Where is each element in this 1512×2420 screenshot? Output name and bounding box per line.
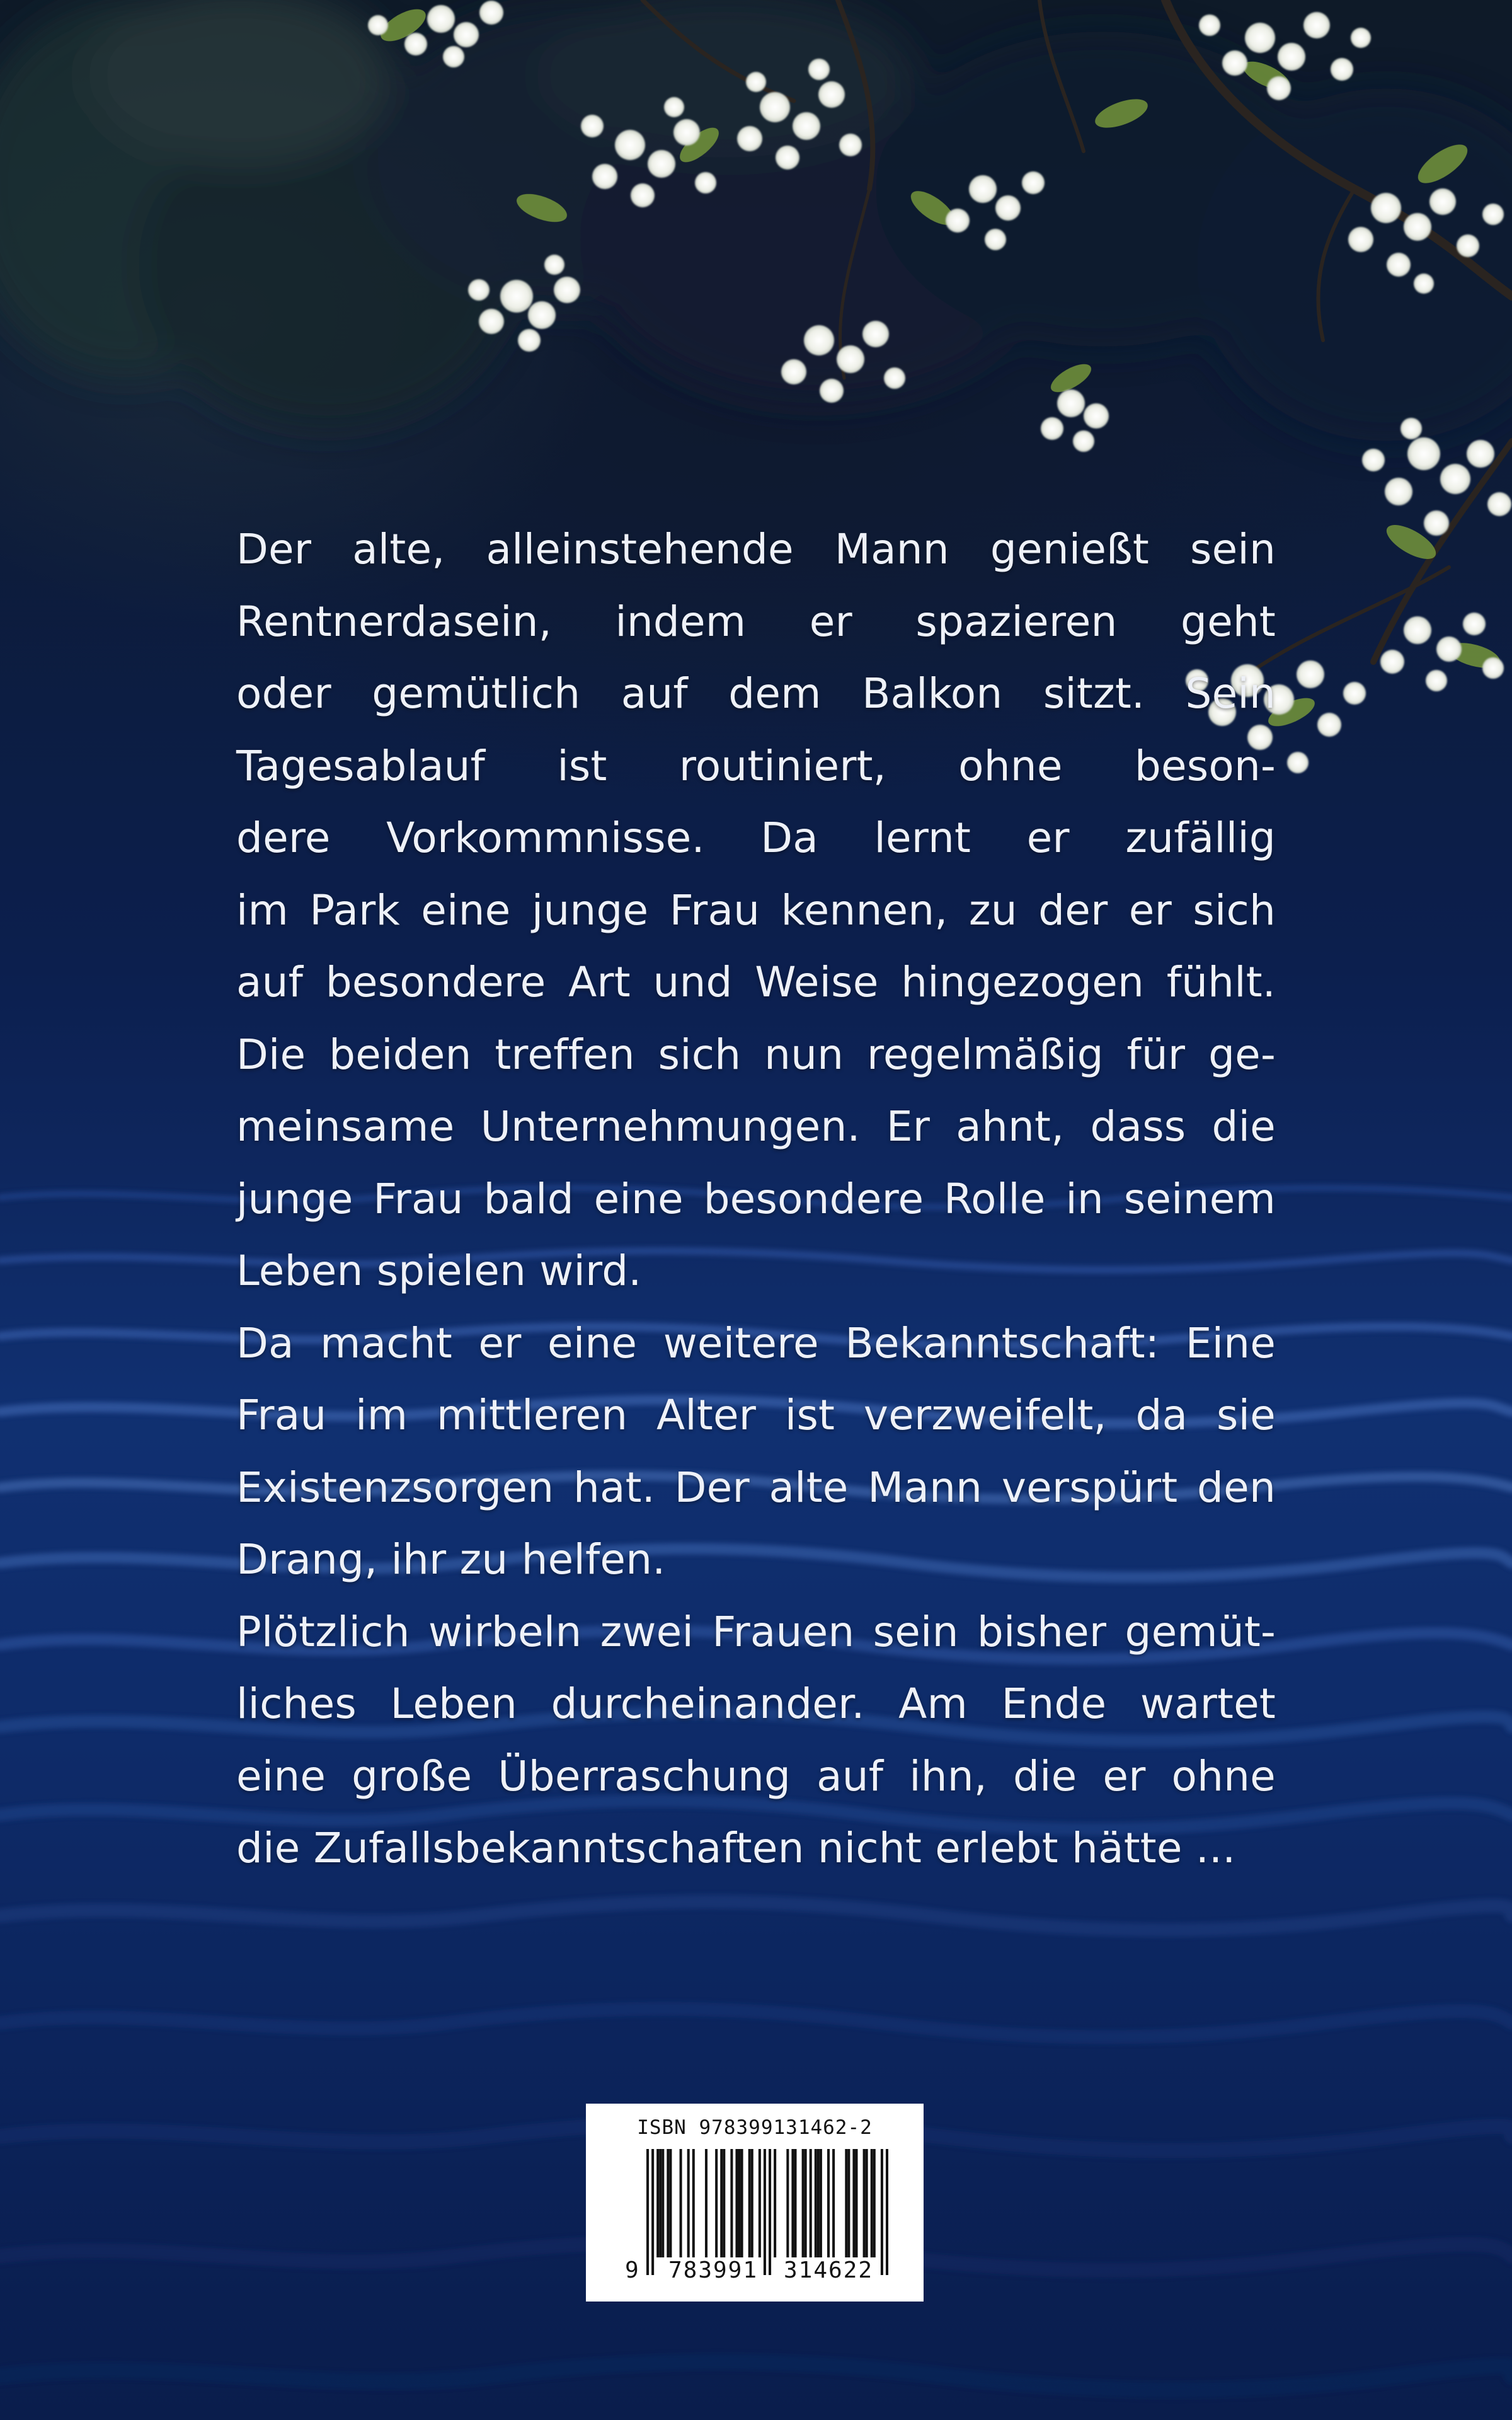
barcode-digits-left-text: 783991 — [668, 2257, 759, 2283]
barcode-bar — [692, 2149, 695, 2257]
barcode-bar — [873, 2149, 876, 2257]
blurb-line: Plötzlich wirbeln zwei Frauen sein bisher gemüt- — [236, 1607, 1276, 1656]
isbn-barcode — [586, 2104, 924, 2302]
barcode-bar — [715, 2149, 718, 2257]
barcode-bar — [656, 2149, 659, 2257]
blossom-cluster-5 — [781, 321, 905, 403]
blurb-line: Leben spielen wird. — [236, 1247, 642, 1295]
barcode-bar — [881, 2149, 883, 2275]
barcode-bar — [669, 2149, 672, 2257]
blurb-line: Die beiden treffen sich nun regelmäßig für ge- — [236, 1030, 1276, 1079]
barcode-bar — [751, 2149, 753, 2257]
blurb-line: junge Frau bald eine besondere Rolle in seinem — [236, 1174, 1276, 1223]
blossom-cluster-9 — [1348, 188, 1504, 294]
blossom-cluster-4 — [737, 59, 862, 170]
barcode-bar — [855, 2149, 857, 2257]
barcode-bar — [735, 2149, 738, 2257]
barcode-bar — [820, 2149, 822, 2257]
barcode-digit-lead: 9 — [625, 2257, 639, 2283]
blurb-line: Rentnerdasein, indem er spazieren geht — [236, 597, 1276, 646]
barcode-bar — [791, 2149, 794, 2257]
blurb-line: meinsame Unternehmungen. Er ahnt, dass die — [236, 1102, 1276, 1151]
barcode-bar — [805, 2149, 807, 2257]
barcode-bar — [646, 2149, 649, 2275]
blurb-line: liches Leben durcheinander. Am Ende wartet — [236, 1680, 1276, 1728]
barcode-bar — [738, 2149, 741, 2257]
barcode-digits-left — [663, 2257, 764, 2283]
blurb-line: im Park eine junge Frau kennen, zu der er sich — [236, 885, 1276, 935]
barcode-bars — [646, 2149, 888, 2275]
barcode-bar — [705, 2149, 707, 2257]
blossom-cluster-7 — [1041, 389, 1109, 452]
barcode-bar — [667, 2149, 669, 2257]
barcode-bar — [769, 2149, 771, 2275]
barcode-bar — [832, 2149, 835, 2257]
barcode-bar — [651, 2149, 654, 2275]
barcode-bar — [810, 2149, 812, 2257]
barcode-digits-right — [775, 2257, 882, 2283]
barcode-bar — [662, 2149, 664, 2257]
blurb-line: Drang, ihr zu helfen. — [236, 1535, 666, 1584]
blossom-cluster-2 — [468, 255, 580, 352]
blurb-line: Tagesablauf ist routiniert, ohne beson- — [236, 741, 1276, 790]
barcode-bar — [748, 2149, 751, 2257]
barcode-bar — [866, 2149, 868, 2257]
barcode-bar — [863, 2149, 866, 2257]
blurb-line: oder gemütlich auf dem Balkon sitzt. Sein — [236, 669, 1276, 718]
isbn-label: ISBN 978399131462-2 — [637, 2116, 873, 2139]
barcode-bar — [680, 2149, 682, 2257]
blurb-line: Da macht er eine weitere Bekanntschaft: Eine — [236, 1318, 1276, 1368]
barcode-digits-right-text: 314622 — [783, 2257, 874, 2283]
barcode-bar — [774, 2149, 776, 2257]
blurb-line: Der alte, alleinstehende Mann genießt sein — [236, 525, 1276, 573]
blurb-line: die Zufallsbekanntschaften nicht erlebt hätte ... — [236, 1824, 1236, 1872]
barcode-bar — [871, 2149, 873, 2257]
barcode-bar — [886, 2149, 888, 2275]
blurb-line: auf besondere Art und Weise hingezogen fühlt. — [236, 958, 1276, 1006]
barcode-bar — [720, 2149, 723, 2257]
blurb-line: Frau im mittleren Alter ist verzweifelt, da sie — [236, 1391, 1276, 1439]
barcode-bar — [827, 2149, 830, 2257]
blossom-cluster-6 — [946, 171, 1045, 250]
barcode-bar — [845, 2149, 847, 2257]
barcode-bar — [794, 2149, 796, 2257]
barcode-bar — [802, 2149, 805, 2257]
back-cover-blurb — [236, 514, 1276, 1885]
barcode-bar — [786, 2149, 789, 2257]
barcode-bar — [730, 2149, 733, 2257]
barcode-bar — [659, 2149, 662, 2257]
blurb-line: dere Vorkommnisse. Da lernt er zufällig — [236, 814, 1276, 862]
barcode-bar — [687, 2149, 690, 2257]
barcode-bar — [817, 2149, 820, 2257]
barcode-bar — [759, 2149, 761, 2257]
blurb-line: Existenzsorgen hat. Der alte Mann verspürt den — [236, 1463, 1276, 1512]
barcode-bar — [764, 2149, 766, 2275]
barcode-bar — [852, 2149, 855, 2257]
barcode-bar — [723, 2149, 725, 2257]
barcode-bar — [741, 2149, 743, 2257]
blurb-line: eine große Überraschung auf ihn, die er ohne — [236, 1751, 1276, 1801]
barcode-bar — [815, 2149, 817, 2257]
barcode-bar — [847, 2149, 850, 2257]
